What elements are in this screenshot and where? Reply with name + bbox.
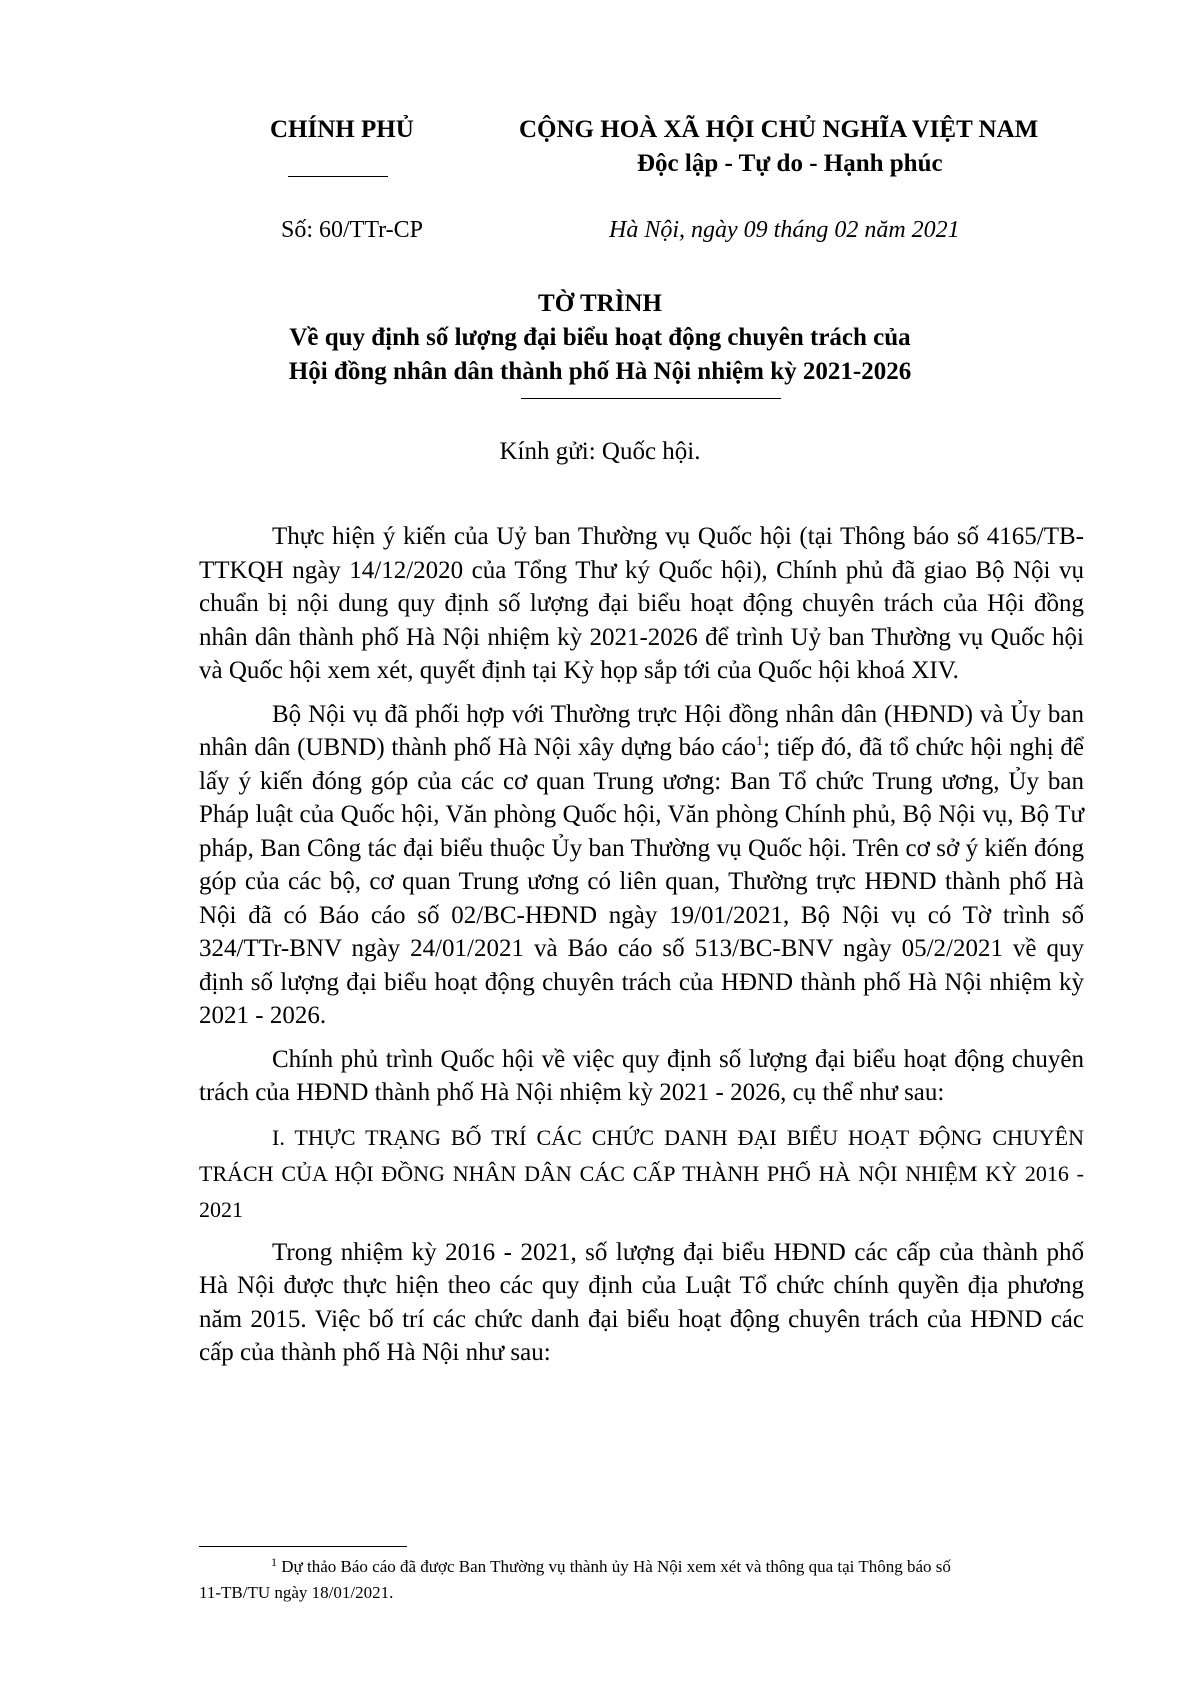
place-date: Hà Nội, ngày 09 tháng 02 năm 2021 bbox=[609, 217, 960, 243]
document-subject-line2: Hội đồng nhân dân thành phố Hà Nội nhiệm kỳ 2021-2026 bbox=[288, 358, 912, 385]
paragraph-2 bbox=[199, 698, 1084, 1033]
footnote-mark: 1 bbox=[271, 1555, 277, 1569]
recipient-greeting: Kính gửi: Quốc hội. bbox=[499, 438, 701, 465]
document-number: Số: 60/TTr-CP bbox=[281, 217, 424, 243]
footnote-line-1 bbox=[199, 1554, 1084, 1580]
footnote-text-1: Dự thảo Báo cáo đã được Ban Thường vụ thành ủy Hà Nội xem xét và thông qua tại Thông báo số bbox=[281, 1557, 951, 1576]
footnote-reference[interactable]: 1 bbox=[756, 734, 764, 749]
document-subject-line1: Về quy định số lượng đại biểu hoạt động chuyên trách của bbox=[289, 324, 911, 351]
agency-underline bbox=[288, 176, 388, 177]
paragraph-2-part-b: ; tiếp đó, đã tổ chức hội nghị để lấy ý kiến đóng góp của các cơ quan Trung ương: Ban Tổ chức Trung ương, Ủy ban Pháp luật của Quốc hội, Văn phòng Quốc hội, Văn phòng Chính phủ, Bộ Nội vụ, Bộ Tư pháp, Ban Công tác đại biểu thuộc Ủy ban Thường vụ Quốc hội. Trên cơ sở ý kiến đóng góp của các bộ, cơ quan Trung ương có liên quan, Thường trực HĐND thành phố Hà Nội đã có Báo cáo số 02/BC-HĐND ngày 19/01/2021, Bộ Nội vụ có Tờ trình số 324/TTr-BNV ngày 24/01/2021 và Báo cáo số 513/BC-BNV ngày 05/2/2021 về quy định số lượng đại biểu hoạt động chuyên trách của HĐND thành phố Hà Nội nhiệm kỳ 2021 - 2026. bbox=[199, 734, 1084, 1029]
footnote-text-2: 11-TB/TU ngày 18/01/2021. bbox=[199, 1583, 394, 1602]
national-title: CỘNG HOÀ XÃ HỘI CHỦ NGHĨA VIỆT NAM bbox=[519, 116, 1039, 143]
issuing-agency: CHÍNH PHỦ bbox=[270, 116, 414, 143]
title-underline bbox=[521, 398, 781, 399]
section-heading: I. THỰC TRẠNG BỐ TRÍ CÁC CHỨC DANH ĐẠI BIỂU HOẠT ĐỘNG CHUYÊN TRÁCH CỦA HỘI ĐỒNG NHÂN DÂN CÁC CẤP THÀNH PHỐ HÀ NỘI NHIỆM KỲ 2016 - 2021 bbox=[199, 1124, 1084, 1222]
footnote-separator bbox=[199, 1546, 407, 1547]
national-motto: Độc lập - Tự do - Hạnh phúc bbox=[637, 150, 943, 177]
paragraph-3: Chính phủ trình Quốc hội về việc quy định số lượng đại biểu hoạt động chuyên trách của HĐND thành phố Hà Nội nhiệm kỳ 2021 - 2026, cụ thể như sau: bbox=[199, 1045, 1084, 1106]
footnote bbox=[199, 1554, 1084, 1606]
document-type: TỜ TRÌNH bbox=[538, 290, 662, 317]
paragraph-1: Thực hiện ý kiến của Uỷ ban Thường vụ Quốc hội (tại Thông báo số 4165/TB-TTKQH ngày 14/12/2020 của Tổng Thư ký Quốc hội), Chính phủ đã giao Bộ Nội vụ chuẩn bị nội dung quy định số lượng đại biểu hoạt động chuyên trách của Hội đồng nhân dân thành phố Hà Nội nhiệm kỳ 2021-2026 để trình Uỷ ban Thường vụ Quốc hội và Quốc hội xem xét, quyết định tại Kỳ họp sắp tới của Quốc hội khoá XIV. bbox=[199, 523, 1084, 684]
paragraph-4: Trong nhiệm kỳ 2016 - 2021, số lượng đại biểu HĐND các cấp của thành phố Hà Nội được thực hiện theo các quy định của Luật Tổ chức chính quyền địa phương năm 2015. Việc bố trí các chức danh đại biểu hoạt động chuyên trách của HĐND các cấp của thành phố Hà Nội như sau: bbox=[199, 1238, 1084, 1366]
paragraph-2-part-a: Bộ Nội vụ đã phối hợp với Thường trực Hội đồng nhân dân (HĐND) và Ủy ban nhân dân (UBND) thành phố Hà Nội xây dựng báo cáo bbox=[199, 700, 1084, 761]
document-body bbox=[199, 520, 1084, 1380]
